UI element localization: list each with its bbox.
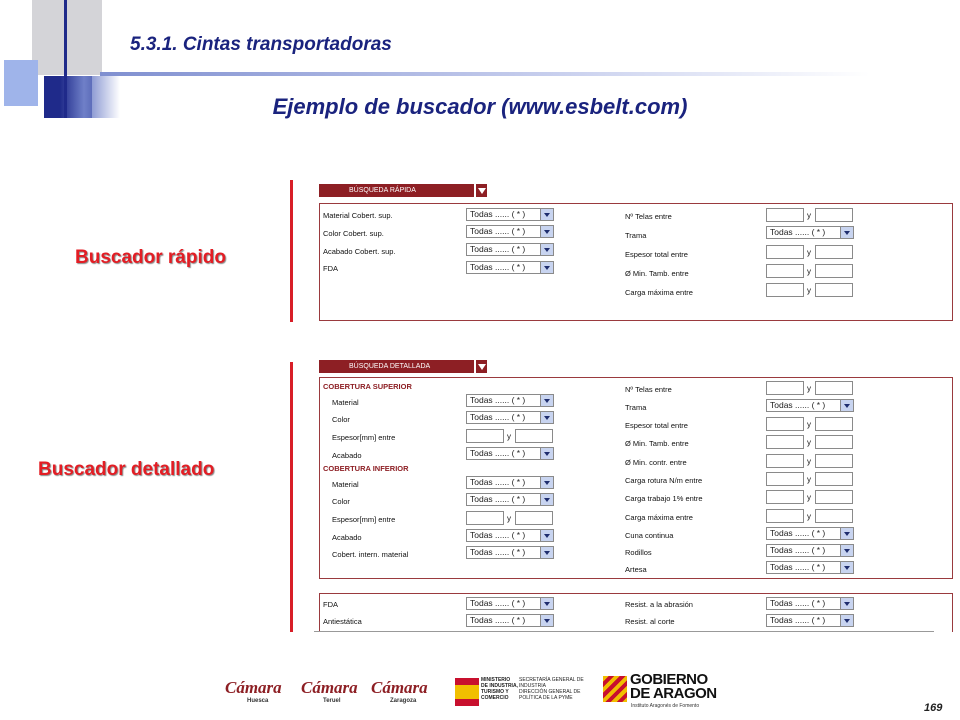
tab-detailed-search[interactable]: BÚSQUEDA DETALLADA: [319, 360, 474, 373]
select-value: Todas ...... ( * ): [470, 477, 526, 487]
select-value: Todas ...... ( * ): [470, 448, 526, 458]
select-value: Todas ...... ( * ): [470, 395, 526, 405]
ministerio-line: DE INDUSTRIA,: [481, 683, 518, 689]
aragon-flag-icon: [603, 676, 627, 702]
red-divider-detailed: [290, 362, 293, 632]
select-value: Todas ...... ( * ): [770, 545, 826, 555]
y-separator: y: [807, 493, 811, 502]
detailed-select-trama[interactable]: [766, 399, 854, 412]
quick-carga-min-input[interactable]: [766, 283, 804, 297]
dropdown-arrow-icon: [540, 244, 553, 255]
quick-left-label: Acabado Cobert. sup.: [323, 247, 396, 256]
detailed-contr-max-input[interactable]: [815, 454, 853, 468]
y-separator: y: [507, 514, 511, 523]
tab-quick-search[interactable]: BÚSQUEDA RÁPIDA: [319, 184, 474, 197]
quick-select-color[interactable]: [466, 225, 554, 238]
quick-carga-max-input[interactable]: [815, 283, 853, 297]
ministerio-line: TURISMO Y: [481, 689, 509, 695]
detailed-upper-label: Acabado: [332, 451, 362, 460]
detailed-select-color-inf[interactable]: [466, 493, 554, 506]
camara-zaragoza-logo: Cámara: [371, 678, 428, 697]
select-value: Todas ...... ( * ): [470, 494, 526, 504]
select-value: Todas ...... ( * ): [470, 262, 526, 272]
detailed-select-acabado-inf[interactable]: [466, 529, 554, 542]
dropdown-arrow-icon: [540, 494, 553, 505]
camara-huesca-label: Huesca: [247, 698, 269, 704]
dropdown-arrow-icon: [540, 615, 553, 626]
spain-coat-of-arms-icon: [455, 678, 479, 706]
quick-search-panel: [319, 203, 953, 321]
detailed-lower-label: Material: [332, 480, 359, 489]
detailed-right-label: Cuna continua: [625, 531, 674, 540]
y-separator: y: [507, 432, 511, 441]
chevron-down-icon[interactable]: [476, 184, 487, 197]
quick-tamb-max-input[interactable]: [815, 264, 853, 278]
dropdown-arrow-icon: [540, 262, 553, 273]
y-separator: y: [807, 457, 811, 466]
camara-zaragoza-label: Zaragoza: [390, 698, 417, 704]
detailed-bottom-label: Antiestática: [323, 617, 362, 626]
decor-horizontal-line: [100, 72, 870, 76]
dropdown-arrow-icon: [840, 528, 853, 539]
detailed-bottom-label: Resist. al corte: [625, 617, 675, 626]
chevron-down-icon[interactable]: [476, 360, 487, 373]
decor-grey-block: [32, 0, 102, 75]
quick-left-label: Color Cobert. sup.: [323, 229, 384, 238]
slide-title: 5.3.1. Cintas transportadoras: [130, 34, 392, 55]
detailed-bottom-label: Resist. a la abrasión: [625, 600, 693, 609]
select-value: Todas ...... ( * ): [470, 209, 526, 219]
detailed-select-material-inf[interactable]: [466, 476, 554, 489]
quick-left-label: FDA: [323, 264, 338, 273]
detailed-espesor-sup-max-input[interactable]: [515, 429, 553, 443]
select-value: Todas ...... ( * ): [770, 562, 826, 572]
y-separator: y: [807, 438, 811, 447]
detailed-espesor-total-min-input[interactable]: [766, 417, 804, 431]
detailed-upper-label: Espesor[mm] entre: [332, 433, 396, 442]
page-number: 169: [924, 702, 943, 714]
ministerio-text: [481, 677, 518, 701]
detailed-select-material-sup[interactable]: [466, 394, 554, 407]
detailed-upper-label: Color: [332, 415, 350, 424]
detailed-lower-label: Color: [332, 497, 350, 506]
select-value: Todas ...... ( * ): [770, 400, 826, 410]
detailed-carga-min-input[interactable]: [766, 509, 804, 523]
detailed-right-label: Carga rotura N/m entre: [625, 476, 703, 485]
y-separator: y: [807, 267, 811, 276]
gobierno-line: DE ARAGON: [630, 685, 717, 702]
detailed-trabajo-min-input[interactable]: [766, 490, 804, 504]
quick-tamb-min-input[interactable]: [766, 264, 804, 278]
secretaria-text: [519, 677, 584, 701]
detailed-select-cuna[interactable]: [766, 527, 854, 540]
quick-right-label: Nº Telas entre: [625, 212, 672, 221]
detailed-select-corte[interactable]: [766, 614, 854, 627]
detailed-select-fda[interactable]: [466, 597, 554, 610]
quick-left-label: Material Cobert. sup.: [323, 211, 393, 220]
dropdown-arrow-icon: [840, 400, 853, 411]
red-divider-quick: [290, 180, 293, 322]
detailed-right-label: Carga máxima entre: [625, 513, 693, 522]
detailed-lower-label: Acabado: [332, 533, 362, 542]
dropdown-arrow-icon: [540, 547, 553, 558]
quick-telas-min-input[interactable]: [766, 208, 804, 222]
detailed-search-panel: [319, 377, 953, 579]
panel-bottom-rule: [314, 631, 934, 632]
camara-teruel-label: Teruel: [323, 698, 341, 704]
detailed-tamb-max-input[interactable]: [815, 435, 853, 449]
dropdown-arrow-icon: [540, 395, 553, 406]
label-detailed-search: Buscador detallado: [38, 459, 215, 480]
quick-right-label: Espesor total entre: [625, 250, 688, 259]
detailed-rotura-max-input[interactable]: [815, 472, 853, 486]
detailed-extra-panel: [319, 593, 953, 632]
dropdown-arrow-icon: [840, 562, 853, 573]
secretaria-line: INDUSTRIA: [519, 683, 546, 689]
detailed-telas-max-input[interactable]: [815, 381, 853, 395]
quick-right-label: Ø Min. Tamb. entre: [625, 269, 689, 278]
section-cobertura-superior: COBERTURA SUPERIOR: [323, 382, 412, 391]
dropdown-arrow-icon: [540, 530, 553, 541]
detailed-espesor-total-max-input[interactable]: [815, 417, 853, 431]
detailed-right-label: Ø Min. Tamb. entre: [625, 439, 689, 448]
dropdown-arrow-icon: [540, 477, 553, 488]
select-value: Todas ...... ( * ): [470, 530, 526, 540]
detailed-trabajo-max-input[interactable]: [815, 490, 853, 504]
select-value: Todas ...... ( * ): [470, 412, 526, 422]
detailed-contr-min-input[interactable]: [766, 454, 804, 468]
detailed-upper-label: Material: [332, 398, 359, 407]
camara-huesca-logo: Cámara: [225, 678, 282, 697]
detailed-espesor-inf-max-input[interactable]: [515, 511, 553, 525]
detailed-select-acabado-sup[interactable]: [466, 447, 554, 460]
gobierno-line: GOBIERNO: [630, 671, 708, 688]
detailed-select-antiestatica[interactable]: [466, 614, 554, 627]
gobierno-aragon-logo: [630, 673, 717, 701]
select-value: Todas ...... ( * ): [470, 598, 526, 608]
instituto-text: Instituto Aragonés de Fomento: [631, 703, 700, 709]
y-separator: y: [807, 384, 811, 393]
detailed-right-label: Nº Telas entre: [625, 385, 672, 394]
dropdown-arrow-icon: [840, 598, 853, 609]
quick-select-trama[interactable]: [766, 226, 854, 239]
slide-subtitle: Ejemplo de buscador (www.esbelt.com): [272, 94, 688, 119]
quick-select-acabado[interactable]: [466, 243, 554, 256]
detailed-select-abrasion[interactable]: [766, 597, 854, 610]
detailed-telas-min-input[interactable]: [766, 381, 804, 395]
dropdown-arrow-icon: [840, 227, 853, 238]
y-separator: y: [807, 248, 811, 257]
secretaria-line: SECRETARÍA GENERAL DE: [519, 677, 584, 683]
detailed-select-artesa[interactable]: [766, 561, 854, 574]
detailed-right-label: Ø Min. contr. entre: [625, 458, 687, 467]
select-value: Todas ...... ( * ): [470, 244, 526, 254]
quick-select-fda[interactable]: [466, 261, 554, 274]
detailed-select-rodillos[interactable]: [766, 544, 854, 557]
dropdown-arrow-icon: [540, 598, 553, 609]
detailed-espesor-sup-min-input[interactable]: [466, 429, 504, 443]
select-value: Todas ...... ( * ): [770, 615, 826, 625]
select-value: Todas ...... ( * ): [770, 227, 826, 237]
dropdown-arrow-icon: [540, 209, 553, 220]
detailed-lower-label: Espesor[mm] entre: [332, 515, 396, 524]
detailed-right-label: Rodillos: [625, 548, 652, 557]
label-quick-search: Buscador rápido: [75, 247, 226, 268]
y-separator: y: [807, 475, 811, 484]
select-value: Todas ...... ( * ): [470, 547, 526, 557]
detailed-carga-max-input[interactable]: [815, 509, 853, 523]
detailed-bottom-label: FDA: [323, 600, 338, 609]
detailed-select-cobert-intern[interactable]: [466, 546, 554, 559]
select-value: Todas ...... ( * ): [770, 528, 826, 538]
camara-teruel-logo: Cámara: [301, 678, 358, 697]
quick-espesor-max-input[interactable]: [815, 245, 853, 259]
quick-right-label: Trama: [625, 231, 647, 240]
quick-right-label: Carga máxima entre: [625, 288, 693, 297]
select-value: Todas ...... ( * ): [770, 598, 826, 608]
detailed-select-color-sup[interactable]: [466, 411, 554, 424]
section-cobertura-inferior: COBERTURA INFERIOR: [323, 464, 409, 473]
dropdown-arrow-icon: [540, 448, 553, 459]
detailed-right-label: Trama: [625, 403, 647, 412]
y-separator: y: [807, 211, 811, 220]
dropdown-arrow-icon: [540, 226, 553, 237]
select-value: Todas ...... ( * ): [470, 615, 526, 625]
y-separator: y: [807, 286, 811, 295]
detailed-lower-label: Cobert. intern. material: [332, 550, 409, 559]
detailed-right-label: Espesor total entre: [625, 421, 688, 430]
select-value: Todas ...... ( * ): [470, 226, 526, 236]
ministerio-line: MINISTERIO: [481, 677, 511, 683]
quick-telas-max-input[interactable]: [815, 208, 853, 222]
detailed-right-label: Artesa: [625, 565, 647, 574]
ministerio-line: COMERCIO: [481, 695, 509, 701]
detailed-tamb-min-input[interactable]: [766, 435, 804, 449]
y-separator: y: [807, 420, 811, 429]
secretaria-line: POLÍTICA DE LA PYME: [519, 695, 573, 701]
detailed-right-label: Carga trabajo 1% entre: [625, 494, 703, 503]
quick-espesor-min-input[interactable]: [766, 245, 804, 259]
secretaria-line: DIRECCIÓN GENERAL DE: [519, 689, 581, 695]
detailed-espesor-inf-min-input[interactable]: [466, 511, 504, 525]
y-separator: y: [807, 512, 811, 521]
dropdown-arrow-icon: [840, 615, 853, 626]
quick-select-material[interactable]: [466, 208, 554, 221]
dropdown-arrow-icon: [840, 545, 853, 556]
detailed-rotura-min-input[interactable]: [766, 472, 804, 486]
dropdown-arrow-icon: [540, 412, 553, 423]
